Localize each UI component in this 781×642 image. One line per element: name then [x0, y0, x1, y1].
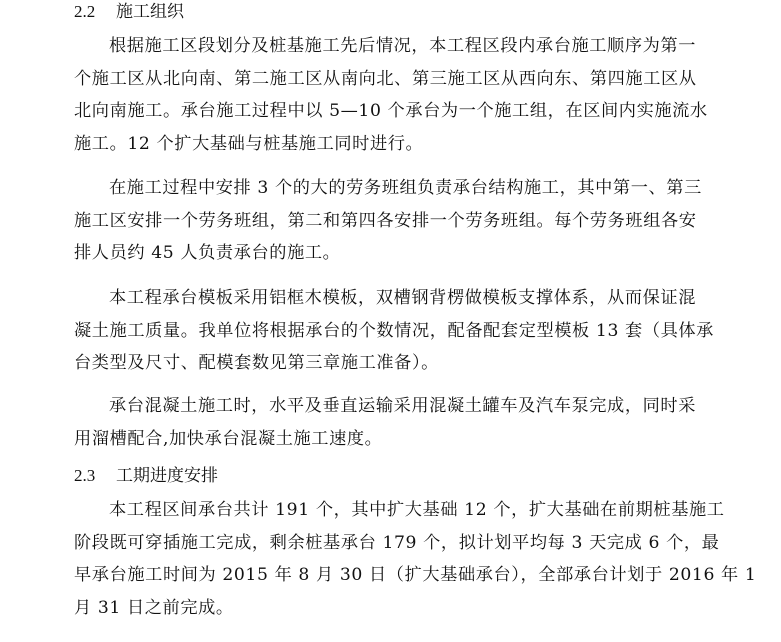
paragraph	[74, 390, 724, 455]
text-line: 排人员约 45 人负责承台的施工。	[74, 243, 341, 263]
text-line: 用溜槽配合,加快承台混凝土施工速度。	[74, 428, 383, 449]
text-line: 凝土施工质量。我单位将根据承台的个数情况，配备配套定型模板 13 套（具体承	[74, 320, 714, 341]
text-line: 北向南施工。承台施工过程中以 5—10 个承台为一个施工组，在区间内实施流水	[74, 101, 708, 121]
text-line: 本工程承台模板采用铝框木模板，双槽钢背楞做模板支撑体系，从而保证混	[109, 288, 696, 308]
paragraph	[74, 172, 724, 270]
text-line: 个施工区从北向南、第二施工区从南向北、第三施工区从西向东、第四施工区从	[74, 68, 697, 89]
text-line: 月 31 日之前完成。	[74, 597, 234, 618]
text-line: 本工程区间承台共计 191 个，其中扩大基础 12 个，扩大基础在前期桩基施工	[109, 500, 725, 520]
text-line: 台类型及尺寸、配模套数见第三章施工准备）。	[74, 353, 439, 373]
text-line: 阶段既可穿插施工完成，剩余桩基承台 179 个，拟计划平均每 3 天完成 6 个，最	[74, 532, 720, 553]
text-line: 承台混凝土施工时，水平及垂直运输采用混凝土罐车及汽车泵完成，同时采	[109, 396, 696, 416]
paragraph	[74, 282, 724, 380]
paragraph	[74, 30, 724, 160]
text-line: 根据施工区段划分及桩基施工先后情况，本工程区段内承台施工顺序为第一	[109, 36, 696, 56]
paragraph	[74, 494, 757, 624]
section-title: 工期进度安排	[116, 466, 218, 486]
text-line: 施工。12 个扩大基础与桩基施工同时进行。	[74, 133, 424, 154]
text-line: 在施工过程中安排 3 个的大的劳务班组负责承台结构施工，其中第一、第三	[109, 178, 702, 198]
text-line: 早承台施工时间为 2015 年 8 月 30 日（扩大基础承台），全部承台计划于 2016 年 1	[74, 565, 757, 585]
text-line: 施工区安排一个劳务班组，第二和第四各安排一个劳务班组。每个劳务班组各安	[74, 210, 697, 231]
section-number: 2.2	[74, 2, 96, 21]
section-heading-2-3	[74, 466, 218, 486]
section-number: 2.3	[74, 466, 96, 485]
section-heading-2-2	[74, 2, 184, 22]
section-title: 施工组织	[116, 2, 184, 22]
